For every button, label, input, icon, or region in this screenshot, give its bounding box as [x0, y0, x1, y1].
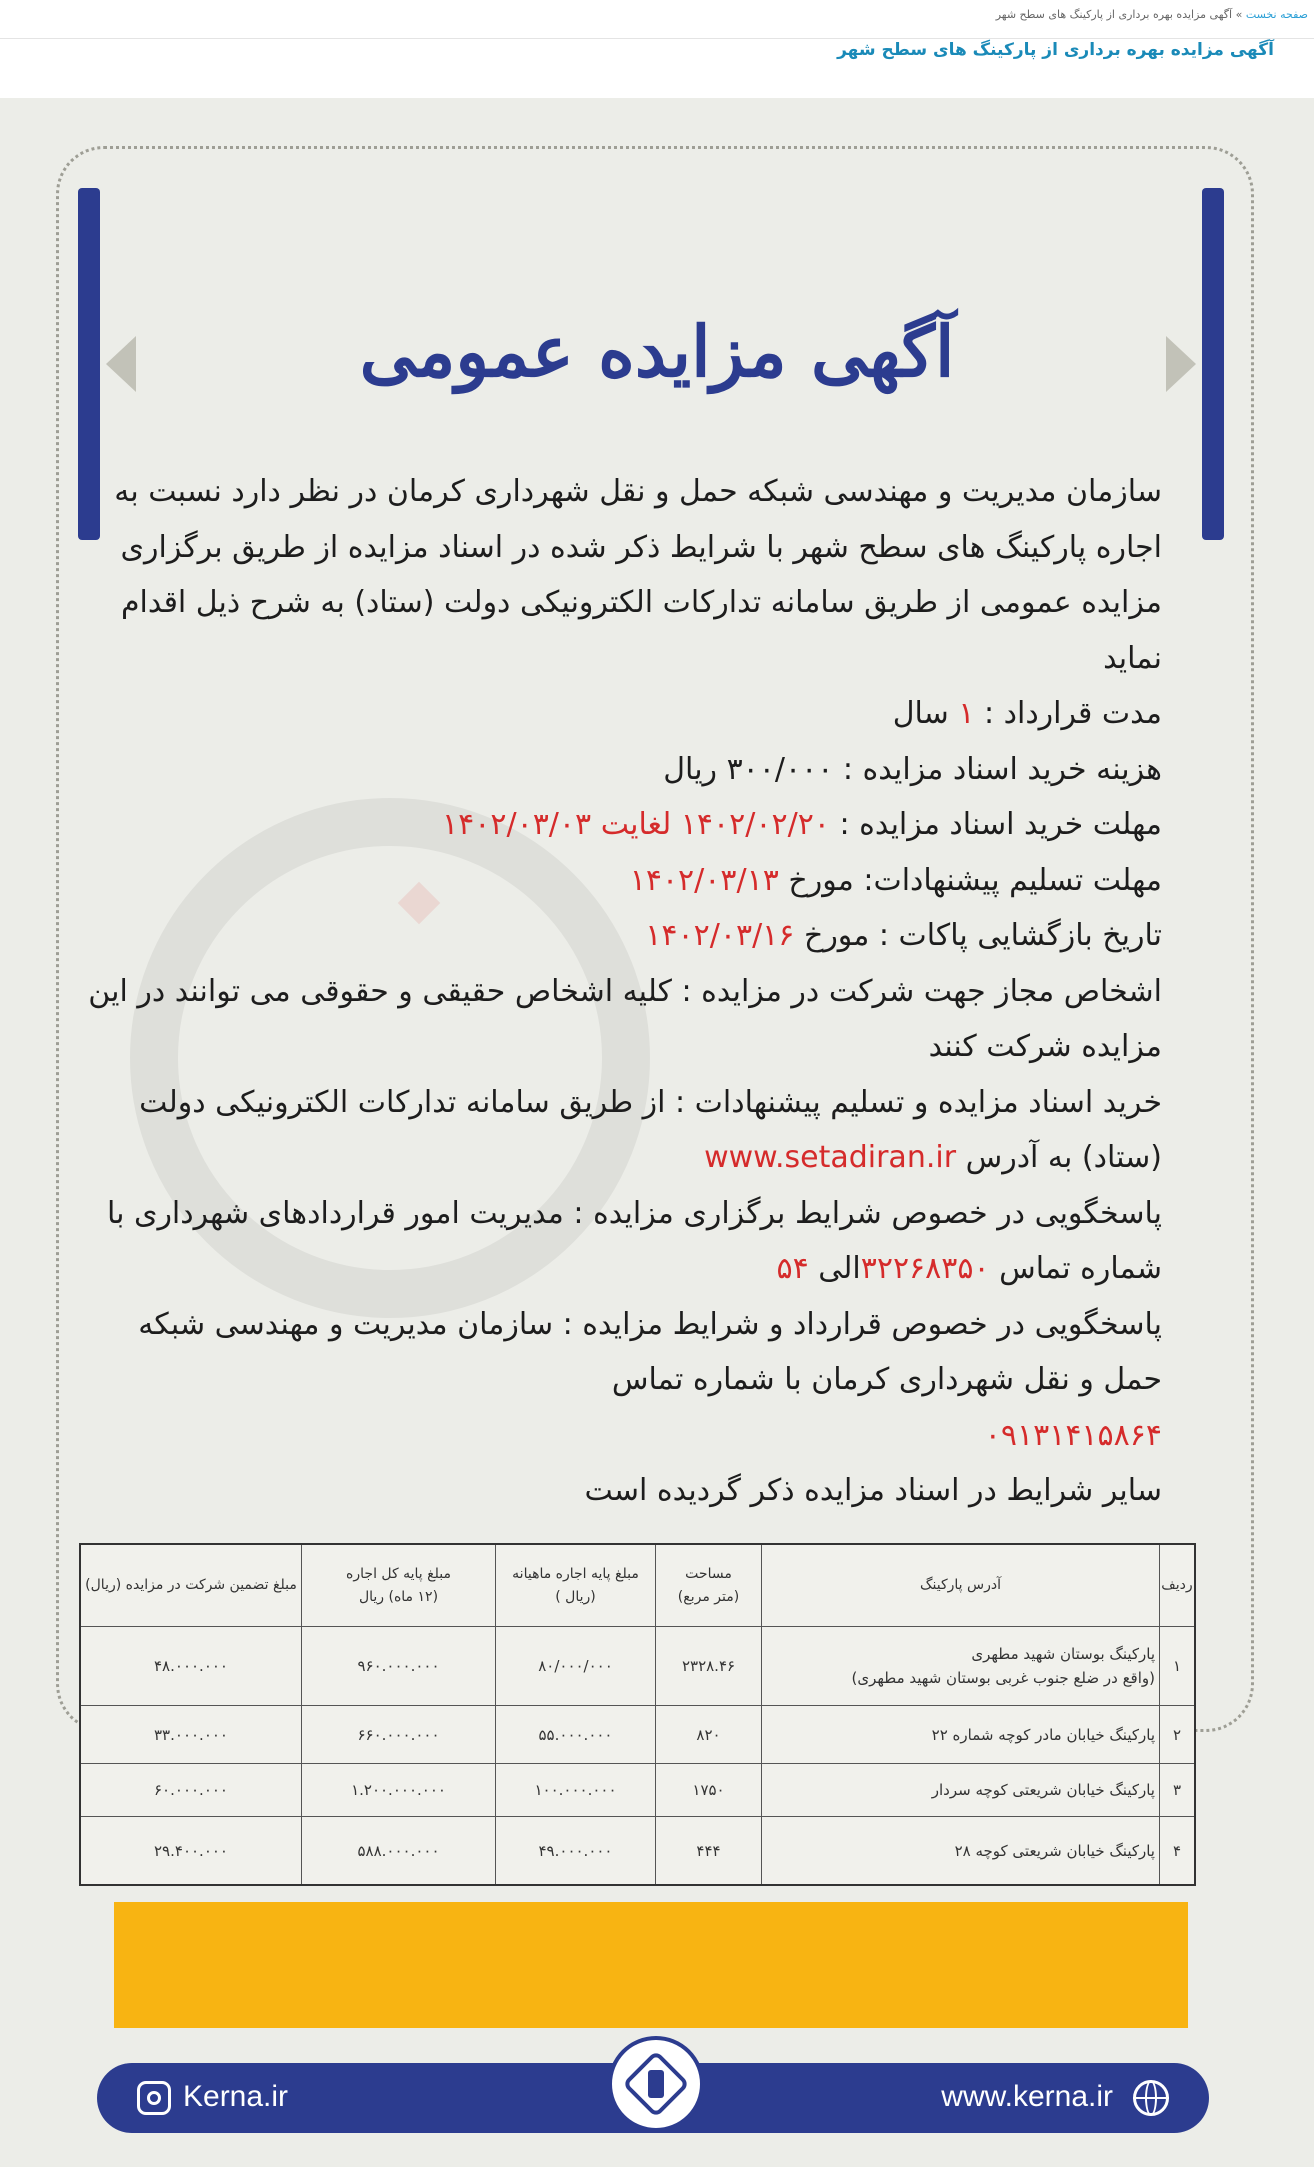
table-cell: پارکینگ خیابان شریعتی کوچه سردار [761, 1764, 1159, 1817]
table-cell: ۶۶۰.۰۰۰.۰۰۰ [301, 1706, 495, 1764]
opening-date: تاریخ بازگشایی پاکات : مورخ ۱۴۰۲/۰۳/۱۶ [645, 918, 1162, 953]
instagram-link[interactable]: Kerna.ir [183, 2080, 289, 2113]
table-cell: ۲۳۲۸.۴۶ [655, 1627, 761, 1706]
table-cell: ۵۸۸.۰۰۰.۰۰۰ [301, 1817, 495, 1884]
table-header: مبلغ پایه کل اجاره (۱۲ ماه) ریال [301, 1545, 495, 1627]
breadcrumb-separator: » [1235, 8, 1243, 21]
table-cell: ۹۶۰.۰۰۰.۰۰۰ [301, 1627, 495, 1706]
table-cell: ۸۲۰ [655, 1706, 761, 1764]
kerman-municipality-logo [608, 2036, 704, 2132]
website-link[interactable]: www.kerna.ir [941, 2080, 1113, 2113]
page-title[interactable]: آگهی مزایده بهره برداری از پارکینگ های سطح شهر [837, 40, 1274, 60]
table-cell: پارکینگ خیابان مادر کوچه شماره ۲۲ [761, 1706, 1159, 1764]
breadcrumb-home-link[interactable]: صفحه نخست [1245, 8, 1308, 21]
table-cell: ۸۰/۰۰۰/۰۰۰ [495, 1627, 655, 1706]
table-cell: ۴۹.۰۰۰.۰۰۰ [495, 1817, 655, 1884]
table-cell: ۳ [1159, 1764, 1194, 1817]
setadiran-link[interactable]: www.setadiran.ir [704, 1140, 957, 1175]
contact-phone: ۰۹۱۳۱۴۱۵۸۶۴ [984, 1417, 1162, 1453]
breadcrumb-current: آگهی مزایده بهره برداری از پارکینگ های سطح شهر [995, 8, 1233, 21]
table-header: مبلغ پایه اجاره ماهیانه (ریال ) [495, 1545, 655, 1627]
submission-deadline: مهلت تسلیم پیشنهادات: مورخ ۱۴۰۲/۰۳/۱۳ [629, 862, 1162, 898]
table-cell: پارکینگ بوستان شهید مطهری (واقع در ضلع جنوب غربی بوستان شهید مطهری) [761, 1627, 1159, 1706]
announcement-poster [0, 98, 1314, 2167]
eligible-participants: اشخاص مجاز جهت شرکت در مزایده : کلیه اشخاص حقیقی و حقوقی می توانند در این مزایده شرکت کنند [88, 973, 1162, 1064]
table-cell: ۶۰.۰۰۰.۰۰۰ [81, 1764, 301, 1817]
purchase-method: خرید اسناد مزایده و تسلیم پیشنهادات : از طریق سامانه تدارکات الکترونیکی دولت (ستاد) به آدرس www.setadiran.ir [139, 1084, 1162, 1175]
announcement-body [86, 464, 1162, 1519]
contact-organization: پاسخگویی در خصوص قرارداد و شرایط مزایده : سازمان مدیریت و مهندسی شبکه حمل و نقل شهرداری کرمان با شماره تماس [138, 1306, 1162, 1397]
table-cell: ۱۰۰.۰۰۰.۰۰۰ [495, 1764, 655, 1817]
closing-note: سایر شرایط در اسناد مزایده ذکر گردیده است [584, 1473, 1162, 1508]
table-cell: ۴ [1159, 1817, 1194, 1884]
table-cell: ۲ [1159, 1706, 1194, 1764]
table-header: آدرس پارکینگ [761, 1545, 1159, 1627]
breadcrumb [996, 8, 1308, 21]
table-cell: ۳۳.۰۰۰.۰۰۰ [81, 1706, 301, 1764]
table-cell: پارکینگ خیابان شریعتی کوچه ۲۸ [761, 1817, 1159, 1884]
parking-table [79, 1543, 1196, 1886]
yellow-banner [114, 1902, 1188, 2028]
table-header: مبلغ تضمین شرکت در مزایده (ریال) [81, 1545, 301, 1627]
table-cell: ۴۴۴ [655, 1817, 761, 1884]
table-header: مساحت (متر مربع) [655, 1545, 761, 1627]
contract-duration: مدت قرارداد : ۱ سال [892, 696, 1162, 731]
table-cell: ۴۸.۰۰۰.۰۰۰ [81, 1627, 301, 1706]
table-cell: ۱ [1159, 1627, 1194, 1706]
contact-municipality: پاسخگویی در خصوص شرایط برگزاری مزایده : مدیریت امور قراردادهای شهرداری با شماره تماس ۳۲۲۶۸۳۵۰الی ۵۴ [106, 1195, 1162, 1286]
intro-paragraph: سازمان مدیریت و مهندسی شبکه حمل و نقل شهرداری کرمان در نظر دارد نسبت به اجاره پارکینگ های سطح شهر با شرایط ذکر شده در اسناد مزایده از طریق برگزاری مزایده عمومی از طریق سامانه تدارکات الکترونیکی دولت (ستاد) به شرح ذیل اقدام نماید [114, 474, 1162, 676]
instagram-icon [137, 2081, 171, 2115]
table-cell: ۲۹.۴۰۰.۰۰۰ [154, 1841, 228, 1860]
poster-title: آگهی مزایده عمومی [359, 310, 955, 393]
top-bar [0, 0, 1314, 39]
globe-icon [1133, 2080, 1169, 2116]
table-cell: ۱۷۵۰ [655, 1764, 761, 1817]
purchase-deadline: مهلت خرید اسناد مزایده : ۱۴۰۲/۰۲/۲۰ لغایت ۱۴۰۲/۰۳/۰۳ [442, 807, 1162, 842]
documents-fee: هزینه خرید اسناد مزایده : ۳۰۰/۰۰۰ ریال [663, 751, 1162, 787]
table-cell: ۱.۲۰۰.۰۰۰.۰۰۰ [301, 1764, 495, 1817]
table-header: ردیف [1159, 1545, 1194, 1627]
table-cell: ۵۵.۰۰۰.۰۰۰ [495, 1706, 655, 1764]
